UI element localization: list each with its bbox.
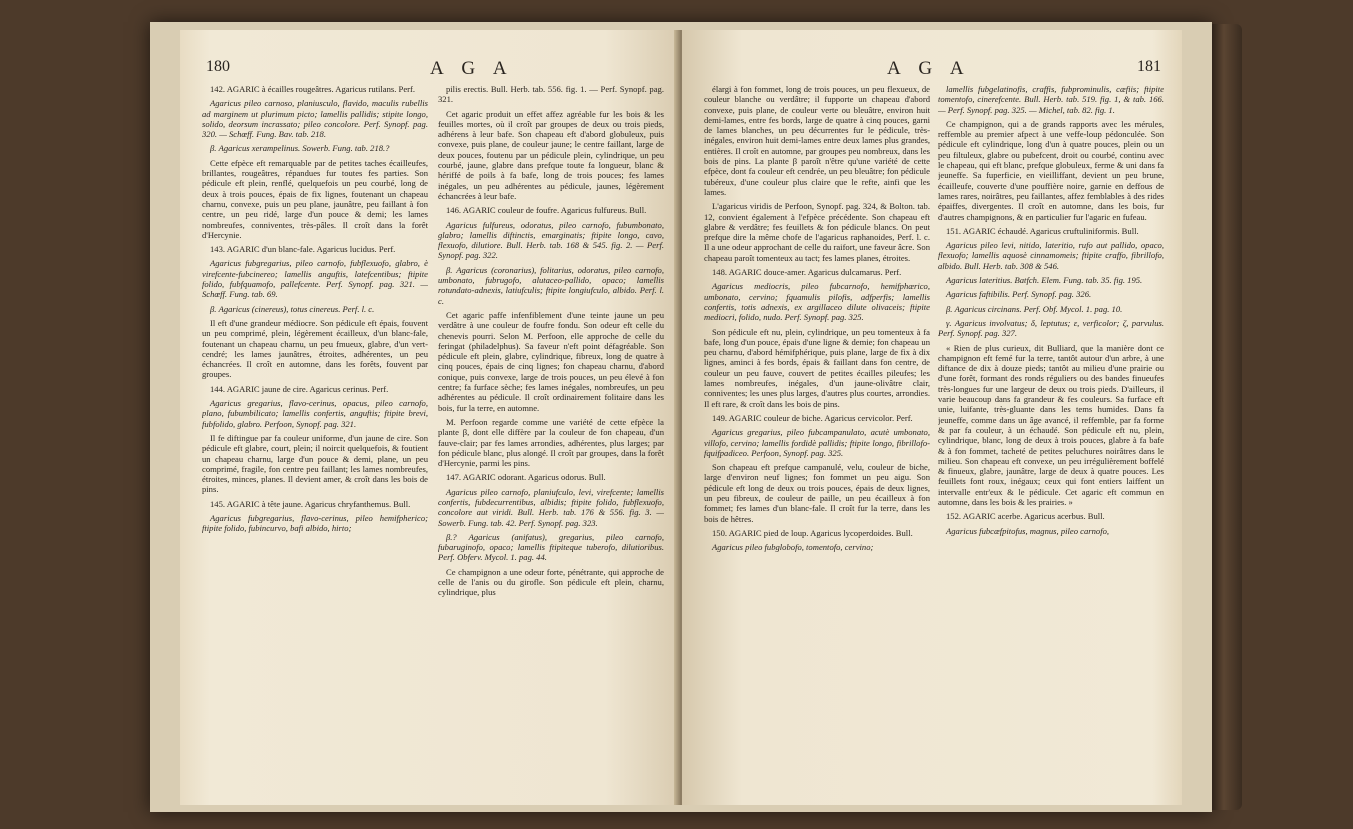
entry-text: Agaricus faftibilis. Perf. Synopf. pag. 326. bbox=[946, 289, 1092, 300]
entry-title: 151. AGARIC échaudé. Agaricus cruftuliniformis. Bull. bbox=[946, 225, 1139, 236]
entry-text: Il eft d'une grandeur médiocre. Son pédicule eft épais, fouvent un peu comprimé, plein, légèrement écailleux, d'un blanc-fale, foutenant un chapeau charnu, un peu fmueux, glabre, d'un vert-cendré; les lames jaunâtres, étroites, adhérentes, un peu échancrées. Il croît en automne, dans les forêts, fouvent par groupes. bbox=[202, 317, 428, 380]
entry-title: 142. AGARIC à écailles rougeâtres. Agaricus rutilans. Perf. bbox=[210, 84, 416, 94]
entry-title: 143. AGARIC d'un blanc-fale. Agaricus lucidus. Perf. bbox=[210, 244, 396, 255]
right-page-number: 181 bbox=[1137, 58, 1161, 75]
entry-text: Agaricus pileo carnofo, planiufculo, levi, virefcente; lamellis confertis, fubdecurrentibus, albidis; ftipite folido, fubflexuofo, concolore aut viridi. Bull. Herb. tab. 176 & 556. fig. 3. — Sowerb. Fung. tab. 42. Perf. Synopf. pag. 323. bbox=[438, 486, 664, 528]
entry-text: Ce champignon a une odeur forte, pénétrante, qui approche de celle de l'anis ou du girofle. Son pédicule eft plein, charnu, cylindrique, plus bbox=[438, 566, 664, 598]
left-column-2 bbox=[438, 84, 664, 796]
entry-text: Son pédicule eft nu, plein, cylindrique, un peu tomenteux à fa bafe, long d'un pouce, épais d'une ligne & demie; fon chapeau un peu charnu, d'abord hémifphérique, puis plane, large de fix à dix lignes, aminci à fes bords, épais & faillant dans fon centre, de couleur un peu fauve, couvert de petites écailles pileufes; les lames nombreufes, inégales, d'un jaune-olivâtre clair, conniventes; les unes plus larges, d'autres plus courtes, arrondies. Il eft rare, & croît dans les bois de pins. bbox=[704, 326, 930, 409]
right-page-header: A G A bbox=[887, 58, 971, 79]
entry-text: γ. Agaricus involvatus; δ, leptutus; ε, verficolor; ζ, parvulus. Perf. Synopf. pag. 327. bbox=[938, 317, 1164, 339]
entry-text: Agaricus fubcæfpitofus, magnus, pileo carnofo, bbox=[946, 525, 1110, 536]
entry-text: β. Agaricus xerampelinus. Sowerb. Fung. tab. 218.? bbox=[210, 143, 390, 154]
entry-title: 144. AGARIC jaune de cire. Agaricus cerinus. Perf. bbox=[210, 383, 389, 394]
entry-text: β. Agaricus circinans. Perf. Obf. Mycol. 1. pag. 10. bbox=[946, 303, 1123, 314]
entry-text: Cet agaric paffe infenfiblement d'une teinte jaune un peu verdâtre à une couleur de foufre fondu. Son odeur eft celle du chenevis pourri. Selon M. Perfoon, elle approche de celle du feringat (philadelphus). Sa faveur n'eft point défagréable. Son pédicule eft plein, glabre, cylindrique, fibreux, long de quatre à cinq pouces, épais de cinq lignes; fon chapeau charnu, d'abord conique, puis convexe, large de trois pouces, un peu élevé à fon centre; fa furface sèche; fes lames inégales, nombreufes, un peu adhérentes au pédicule. Il croît ordinairement folitaire dans les bois, fur la terre, en automne. bbox=[438, 309, 664, 413]
entry-text: β. Agaricus (coronarius), folitarius, odoratus, pileo carnofo, umbonato, fubrugofo, alutaceo-pallido, opaco; lamellis rotundato-adnexis, latiufculis; ftipite longiufculo, albido. Perf. l. c. bbox=[438, 264, 664, 306]
entry-text: β.? Agaricus (anifatus), gregarius, pileo carnofo, fubaruginofo, opaco; lamellis ftipiteque tuberofo, dilutioribus. Perf. Obferv. Mycol. 1. pag. 44. bbox=[438, 531, 664, 563]
entry-text: β. Agaricus (cinereus), totus cinereus. Perf. l. c. bbox=[210, 303, 375, 314]
spread bbox=[150, 22, 1212, 812]
entry-text: Agaricus fubgregarius, flavo-cerinus, pileo hemifpherico; ftipite folido, fubincurvo, bafi albido, hirto; bbox=[202, 512, 428, 534]
entry-text: Agaricus gregarius, flavo-cerinus, opacus, pileo carnofo, plano, fubumbilicato; lamellis confertis, anguftis; ftipite brevi, fubfolido, glabro. Perfoon, Synopf. pag. 321. bbox=[202, 398, 428, 429]
entry-text: Agaricus mediocris, pileo fubcarnofo, hemifphærico, umbonato, cervino; fquamulis pilofis, adfperfis; lamellis confertis, totis adnexis, ex argillaceo dilute olivaceis; ftipite mediocri, folido, nudo. Perf. Synopf. pag. 325. bbox=[704, 281, 930, 323]
entry-text: pilis erectis. Bull. Herb. tab. 556. fig. 1. — Perf. Synopf. pag. 321. bbox=[438, 84, 664, 105]
entry-title: 145. AGARIC à tête jaune. Agaricus chryfanthemus. Bull. bbox=[210, 498, 411, 509]
entry-text: « Rien de plus curieux, dit Bulliard, que la manière dont ce champignon eft femé fur la terre, tantôt autour d'un arbre, à une diftance de dix à douze pieds; tantôt au milieu d'une prairie ou d'une forêt, formant des ronds réguliers ou des bandes finueufes très-longues fur une largeur de deux ou trois pieds. D'ailleurs, il varie beaucoup dans fa grandeur & fes couleurs. Sa furface eft unie, luifante, très-gluante dans les tems humides. Dans fa jeuneffe, comme dans un âge avancé, il reffemble, par fa forme & par fa couleur, à un échaudé. Son pédicule eft nu, plein, cylindrique, blanc, long de deux à trois pouces, glabre à fa bafe & à fon fommet, tacheté de petites peluchures noirâtres dans le milieu. Son chapeau eft convexe, un peu irrégulièrement boffelé & finueux, glabre, jaunâtre, large de deux à quatre pouces. Les feuillets font roux, inégaux; ceux qui font entiers laiffent un intervalle entr'eux & le pédicule. Cet agaric eft commun en automne, dans les bois & les prairies. » bbox=[938, 342, 1164, 507]
entry-text: élargi à fon fommet, long de trois pouces, un peu flexueux, de couleur blanche ou verdâtre; il fupporte un chapeau d'abord convexe, puis plane, de couleur verte ou bleuâtre, environ huit demi-lames, entre fes bords, large de quatre à cinq pouces, garni de lames blanches, un peu décurrentes fur le pédicule, très-inégales, environ huit demi-lames entre deux lames plus grandes, entières. Il croît en automne, par groupes peu nombreux, dans les bois de pins. La plante β paroît n'être qu'une variété de cette efpèce, dont fa couleur eft cendrée, un peu bleuâtre; fon pédicule tubéreux, d'une couleur plus claire que le refte, ainfi que les lames. bbox=[704, 84, 930, 197]
entry-title: 152. AGARIC acerbe. Agaricus acerbus. Bull. bbox=[946, 511, 1105, 522]
entry-text: Son chapeau eft prefque campanulé, velu, couleur de biche, large d'environ neuf lignes; fon fommet un peu aigu. Son pédicule eft long de deux ou trois pouces, épais de deux lignes, un peu fibreux, de couleur de paille, un peu écailleux à fon fommet; fes lames d'un blanc-fale. Il croît fur la terre, dans les bois de hêtres. bbox=[704, 462, 930, 524]
right-column-1 bbox=[704, 84, 930, 796]
entry-title: 150. AGARIC pied de loup. Agaricus lycoperdoides. Bull. bbox=[712, 527, 913, 538]
entry-text: M. Perfoon regarde comme une variété de cette efpèce la plante β, dont elle diffère par la couleur de fon chapeau, d'un fauve-clair; par fes lames arrondies, adhérentes, plus larges; par fon pédicule blanc, plus alongé. Il croît par groupes, dans la forêt d'Hercynie, parmi les pins. bbox=[438, 416, 664, 469]
right-column-2 bbox=[938, 84, 1164, 796]
entry-text: Agaricus pileo carnoso, planiusculo, flavido, maculis rubellis ad marginem ut plurimum picto; lamellis pallidis; stipite longo, solido, deorsum incrassato; pileo concolore. Perf. Synopf. pag. 320. — Schœff. Fung. Bav. tab. 218. bbox=[202, 98, 428, 140]
entry-text: lamellis fubgelatinofis, craffis, fubprominulis, cæfiis; ftipite tomentofo, cinerefcente. Bull. Herb. tab. 519. fig. 1, & tab. 166. — Perf. Synopf. pag. 325. — Michel, tab. 82. fig. 1. bbox=[938, 84, 1164, 115]
entry-title: 147. AGARIC odorant. Agaricus odorus. Bull. bbox=[446, 472, 606, 483]
left-page-header: A G A bbox=[430, 58, 514, 79]
entry-text: Agaricus fulfureus, odoratus, pileo carnofo, fubumbonato, glabro; lamellis diftinctis, emarginatis; ftipite longo, cavo, flexuofo, dilutiore. Bull. Herb. tab. 168 & 545. fig. 2. — Perf. Synopf. pag. 322. bbox=[438, 219, 664, 261]
left-column-1 bbox=[202, 84, 428, 796]
entry-text: Cet agaric produit un effet affez agréable fur les bois & les feuilles mortes, où il croît par groupes de deux ou trois pieds, adhérens à leur bafe. Son chapeau eft d'abord globuleux, puis convexe, puis plane, de couleur jaune; le centre faillant, large de deux pouces, foutenu par un pédicule plein, cylindrique, un peu courbé, jaune, glabre dans prefque toute fa longueur, blanc & hériffé de poils à fa bafe, long de trois pouces; fes lames inégales, un peu adhérentes au pédicule, jaunes, légèrement échancrées à leur bafe. bbox=[438, 108, 664, 201]
entry-text: Il fe diftingue par fa couleur uniforme, d'un jaune de cire. Son pédicule eft glabre, court, plein; il noircit quelquefois, & foutient un chapeau charnu, large d'un pouce & demi, plane, un peu comprimé, fragile, fon centre peu faillant; les lames nombreufes, étroites, minces, planes. Il devient amer, & croît dans les bois de pins. bbox=[202, 432, 428, 495]
entry-text: Agaricus gregarius, pileo fubcampanulato, acutè umbonato, villofo, cervino; lamellis fordidè pallidis; ftipite longo, fibrillofo-fquifpadiceo. Perfoon, Synopf. pag. 325. bbox=[704, 427, 930, 458]
entry-text: Agaricus pileo levi, nitido, lateritio, rufo aut pallido, opaco, flexuofo; lamellis aquosè cinnamomeis; ftipite craffo, fibrillofo, albido. Bull. Herb. tab. 308 & 546. bbox=[938, 240, 1164, 271]
right-page bbox=[682, 30, 1182, 805]
entry-title: 149. AGARIC couleur de biche. Agaricus cervicolor. Perf. bbox=[712, 412, 913, 423]
entry-text: Agaricus fubgregarius, pileo carnofo, fubflexuofo, glabro, è virefcente-fubcinereo; lamellis anguftis, latefcentibus; ftipite folido, fubfquamofo, pallefcente. Perf. Synopf. pag. 321. — Schœff. Fung. tab. 69. bbox=[202, 258, 428, 300]
left-page bbox=[180, 30, 680, 805]
entry-text: Ce champignon, qui a de grands rapports avec les mérules, reffemble au premier afpect à une veffe-loup pédonculée. Son pédicule eft cylindrique, long d'un à quatre pouces, plein ou un peu filtuleux, glabre ou pubefcent, droit ou courbé, continu avec le chapeau, qui eft blanc, prefque globuleux, ferme & uni dans fa jeuneffe. Sa fuperficie, en vieilliffant, devient un peu brune, écailleufe, couverte d'une pouffière noire, garnie en deffous de lames rares, noirâtres, peu faillantes, affez femblables à des rides épaiffes, divergentes. Il croît en automne, dans les bois, fur d'autres champignons, & en particulier fur l'agaric en fufeau. bbox=[938, 118, 1164, 222]
entry-title: 146. AGARIC couleur de foufre. Agaricus fulfureus. Bull. bbox=[446, 205, 647, 216]
left-page-number: 180 bbox=[206, 58, 230, 75]
book-edge bbox=[1212, 24, 1242, 810]
entry-text: Cette efpèce eft remarquable par de petites taches écailleufes, brillantes, rougeâtres, répandues fur toutes fes parties. Son pédicule eft plein, renflé, quelquefois un peu courbé, long de deux à trois pouces, épais de fix lignes, foutenant un chapeau charnu, convexe, puis un peu plane, jaunâtre, peu faillant à fon centre, un peu ridé, large d'un pouce & demi; les lames nombreufes, conniventes, très-pâles. Il croît dans la forêt d'Hercynie. bbox=[202, 157, 428, 240]
entry-text: Agaricus pileo fubglobofo, tomentofo, cervino; bbox=[712, 542, 874, 553]
entry-text: Agaricus lateritius. Batfch. Elem. Fung. tab. 35. fig. 195. bbox=[946, 275, 1143, 286]
entry-text: L'agaricus viridis de Perfoon, Synopf. pag. 324, & Bolton. tab. 12, convient également à l'efpèce précédente. Son chapeau eft glabre & verdâtre; fes feuillets & fon pédicule blancs. On peut prefque dire la même chofe de l'agaricus raphanoides, Perf. l. c. Il a une odeur approchant de celle du raifort, une faveur âcre. Son chapeau paroît tomenteux au tact; fes lames planes, étroites. bbox=[704, 201, 930, 263]
entry-title: 148. AGARIC douce-amer. Agaricus dulcamarus. Perf. bbox=[712, 267, 902, 278]
